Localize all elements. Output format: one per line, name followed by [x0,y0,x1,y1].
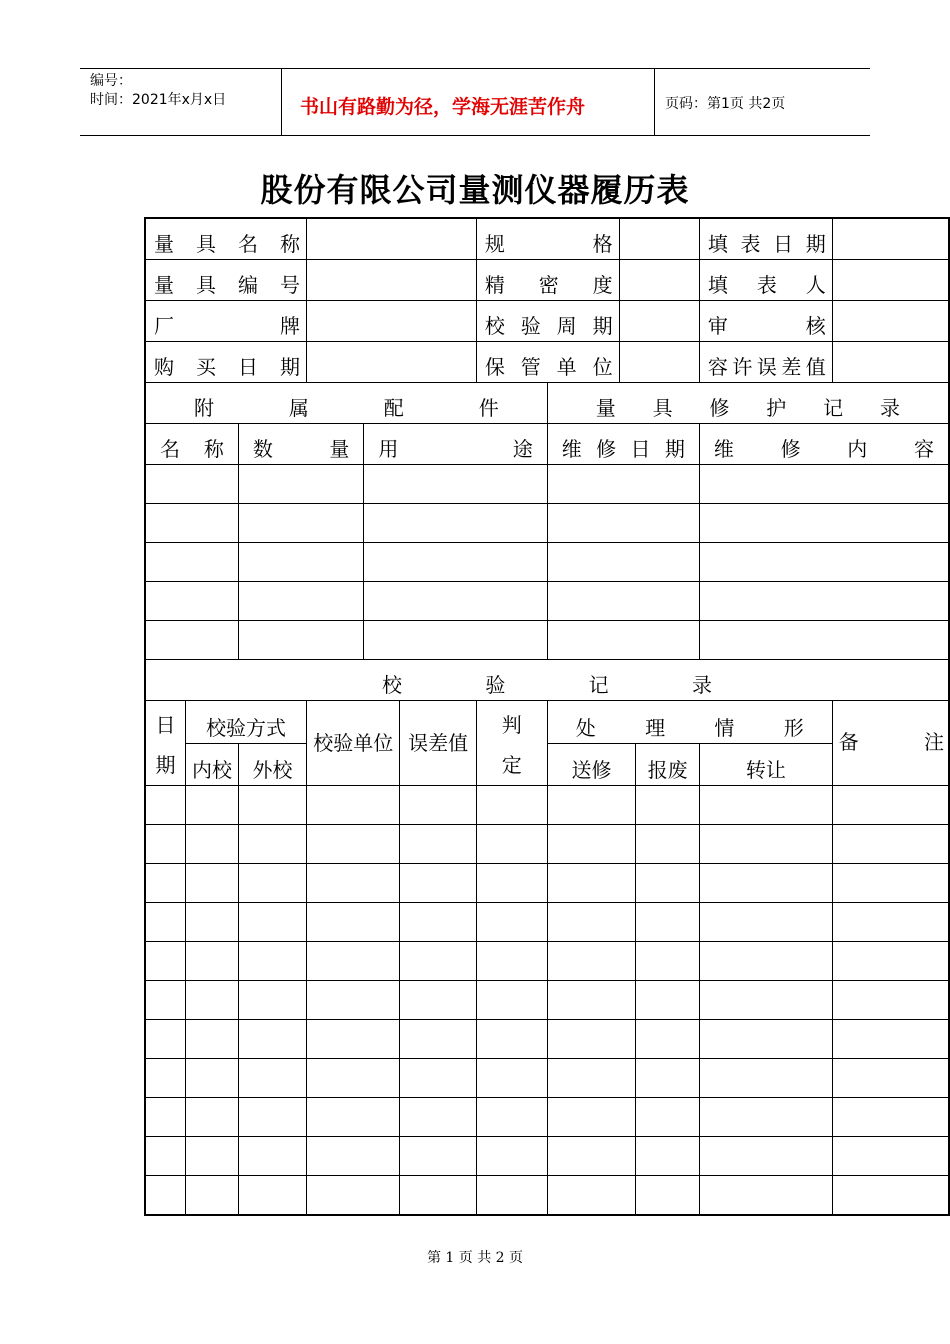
page-code-label: 页码：第1页 共2页 [665,96,786,112]
table-row [145,864,949,903]
table-cell[interactable] [307,903,400,942]
table-cell[interactable] [307,864,400,903]
header-divider-left [281,68,282,136]
table-cell[interactable] [145,864,186,903]
calibration-header-row-2 [145,743,949,786]
table-cell[interactable] [636,942,700,981]
table-cell[interactable] [636,864,700,903]
table-cell[interactable] [400,942,476,981]
table-cell[interactable] [186,942,239,981]
purchase-date-value[interactable] [307,342,477,383]
info-row [145,342,949,383]
table-cell[interactable] [476,1059,547,1098]
table-cell[interactable] [238,903,306,942]
table-cell[interactable] [547,864,636,903]
motto-text: 书山有路勤为径，学海无涯苦作舟 [300,96,586,118]
table-cell[interactable] [547,1098,636,1137]
table-cell[interactable] [186,1137,239,1176]
table-cell[interactable] [186,903,239,942]
table-cell[interactable] [832,1176,949,1216]
table-cell[interactable] [636,786,700,825]
table-cell[interactable] [238,825,306,864]
table-cell[interactable] [238,981,306,1020]
reviewer-value[interactable] [832,301,949,342]
spec-value[interactable] [619,218,699,260]
table-cell[interactable] [307,1059,400,1098]
col-internal-calibration: 内校 [186,743,239,786]
table-cell[interactable] [636,1137,700,1176]
table-cell[interactable] [145,942,186,981]
table-cell[interactable] [186,1098,239,1137]
table-cell[interactable] [186,825,239,864]
col-external-calibration: 外校 [238,743,306,786]
table-cell[interactable] [699,942,832,981]
table-cell[interactable] [145,1098,186,1137]
info-row [145,301,949,342]
filler-label: 填表人 [699,260,832,301]
table-cell[interactable] [547,981,636,1020]
table-cell[interactable] [699,1059,832,1098]
instrument-number-label: 量具编号 [145,260,307,301]
col-scrap: 报废 [636,743,700,786]
fill-date-label: 填表日期 [699,218,832,260]
table-cell[interactable] [400,864,476,903]
info-row [145,260,949,301]
table-cell[interactable] [699,981,832,1020]
table-cell[interactable] [238,942,306,981]
table-cell[interactable] [476,1098,547,1137]
table-cell[interactable] [307,1098,400,1137]
col-repair-date: 维修日期 [547,424,699,465]
col-calibration-method: 校验方式 [186,701,307,744]
table-cell[interactable] [145,786,186,825]
table-cell[interactable] [636,903,700,942]
table-cell[interactable] [832,786,949,825]
table-cell[interactable] [547,942,636,981]
table-row [145,1176,949,1216]
accessories-section-title: 附属配件 [145,383,547,424]
calibration-section-title: 校验记录 [145,660,949,701]
custody-unit-label: 保管单位 [476,342,619,383]
table-cell[interactable] [307,825,400,864]
info-row [145,218,949,260]
table-cell[interactable] [307,942,400,981]
table-cell[interactable] [832,942,949,981]
table-row [145,1020,949,1059]
table-cell[interactable] [145,1020,186,1059]
table-cell[interactable] [547,1020,636,1059]
table-cell[interactable] [400,825,476,864]
table-cell[interactable] [476,786,547,825]
tolerance-label: 容许误差值 [699,342,832,383]
instrument-record-form [144,217,950,1216]
table-cell[interactable] [832,1059,949,1098]
table-row [145,621,949,660]
instrument-name-label: 量具名称 [145,218,307,260]
table-cell[interactable] [636,1098,700,1137]
col-judgement: 判定 [476,701,547,786]
table-cell[interactable] [400,786,476,825]
table-cell[interactable] [238,786,306,825]
table-cell[interactable] [400,1098,476,1137]
table-cell[interactable] [547,825,636,864]
table-cell[interactable] [238,1137,306,1176]
table-cell[interactable] [400,1176,476,1216]
table-cell[interactable] [400,1059,476,1098]
table-cell[interactable] [547,903,636,942]
table-row [145,1098,949,1137]
table-cell[interactable] [699,1176,832,1216]
header-bottom-rule [80,135,870,136]
page-title: 股份有限公司量测仪器履历表 [260,171,690,209]
table-row [145,504,949,543]
table-cell[interactable] [186,981,239,1020]
instrument-number-value[interactable] [307,260,477,301]
table-cell[interactable] [400,1137,476,1176]
table-cell[interactable] [307,786,400,825]
table-cell[interactable] [400,903,476,942]
table-row [145,582,949,621]
spec-label: 规格 [476,218,619,260]
table-row [145,942,949,981]
table-cell[interactable] [238,1059,306,1098]
table-cell[interactable] [186,786,239,825]
table-cell[interactable] [238,864,306,903]
table-cell[interactable] [547,1176,636,1216]
page-footer: 第 1 页 共 2 页 [426,1250,524,1266]
instrument-name-value[interactable] [307,218,477,260]
table-cell[interactable] [145,981,186,1020]
table-cell[interactable] [636,1176,700,1216]
table-cell[interactable] [307,1137,400,1176]
doc-number-label: 编号： [90,73,132,89]
col-handling: 处理情形 [547,701,832,744]
table-cell[interactable] [476,1020,547,1059]
filler-value[interactable] [832,260,949,301]
table-cell[interactable] [145,1176,186,1216]
custody-unit-value[interactable] [619,342,699,383]
brand-value[interactable] [307,301,477,342]
table-cell[interactable] [832,1137,949,1176]
table-cell[interactable] [186,1059,239,1098]
col-remarks: 备注 [832,701,949,786]
table-cell[interactable] [186,1020,239,1059]
table-cell[interactable] [476,1176,547,1216]
col-accessory-name: 名称 [145,424,238,465]
table-row [145,1137,949,1176]
calibration-cycle-value[interactable] [619,301,699,342]
table-cell[interactable] [238,1098,306,1137]
table-cell[interactable] [547,1137,636,1176]
table-cell[interactable] [145,1059,186,1098]
table-cell[interactable] [186,864,239,903]
table-cell[interactable] [307,981,400,1020]
table-row [145,543,949,582]
col-quantity: 数量 [238,424,363,465]
table-cell[interactable] [832,864,949,903]
col-send-repair: 送修 [547,743,636,786]
table-cell[interactable] [476,864,547,903]
table-cell[interactable] [832,981,949,1020]
table-cell[interactable] [547,1059,636,1098]
precision-label: 精密度 [476,260,619,301]
table-cell[interactable] [636,1020,700,1059]
accessories-header-row [145,424,949,465]
col-usage: 用途 [364,424,547,465]
calibration-cycle-label: 校验周期 [476,301,619,342]
table-cell[interactable] [699,1098,832,1137]
table-cell[interactable] [636,981,700,1020]
accessories-section-row [145,383,949,424]
table-cell[interactable] [699,903,832,942]
table-cell[interactable] [476,903,547,942]
precision-value[interactable] [619,260,699,301]
col-date: 日期 [145,701,186,786]
reviewer-label: 审核 [699,301,832,342]
table-cell[interactable] [145,903,186,942]
table-cell[interactable] [145,1137,186,1176]
table-cell[interactable] [699,786,832,825]
table-cell[interactable] [699,1020,832,1059]
brand-label: 厂牌 [145,301,307,342]
maintenance-section-title: 量具修护记录 [547,383,949,424]
table-cell[interactable] [238,1020,306,1059]
table-cell[interactable] [636,1059,700,1098]
table-cell[interactable] [699,1137,832,1176]
table-row [145,465,949,504]
table-cell[interactable] [238,1176,306,1216]
doc-time-label: 时间：2021年x月x日 [90,92,227,108]
fill-date-value[interactable] [832,218,949,260]
table-row [145,786,949,825]
table-row [145,981,949,1020]
table-row [145,903,949,942]
col-calibration-unit: 校验单位 [307,701,400,786]
table-cell[interactable] [699,825,832,864]
purchase-date-label: 购买日期 [145,342,307,383]
col-repair-content: 维修内容 [699,424,949,465]
table-cell[interactable] [476,825,547,864]
table-cell[interactable] [476,1137,547,1176]
table-row [145,825,949,864]
table-cell[interactable] [400,981,476,1020]
table-cell[interactable] [307,1176,400,1216]
header-divider-right [654,68,655,136]
tolerance-value[interactable] [832,342,949,383]
table-cell[interactable] [186,1176,239,1216]
table-cell[interactable] [145,825,186,864]
table-cell[interactable] [832,903,949,942]
table-cell[interactable] [832,1020,949,1059]
table-cell[interactable] [476,942,547,981]
table-cell[interactable] [307,1020,400,1059]
table-cell[interactable] [699,864,832,903]
col-error-value: 误差值 [400,701,476,786]
header-top-rule [80,68,870,69]
calibration-section-row [145,660,949,701]
col-transfer: 转让 [699,743,832,786]
calibration-header-row-1 [145,701,949,744]
table-row [145,1059,949,1098]
table-cell[interactable] [832,1098,949,1137]
table-cell[interactable] [476,981,547,1020]
table-cell[interactable] [832,825,949,864]
table-cell[interactable] [400,1020,476,1059]
table-cell[interactable] [636,825,700,864]
table-cell[interactable] [547,786,636,825]
